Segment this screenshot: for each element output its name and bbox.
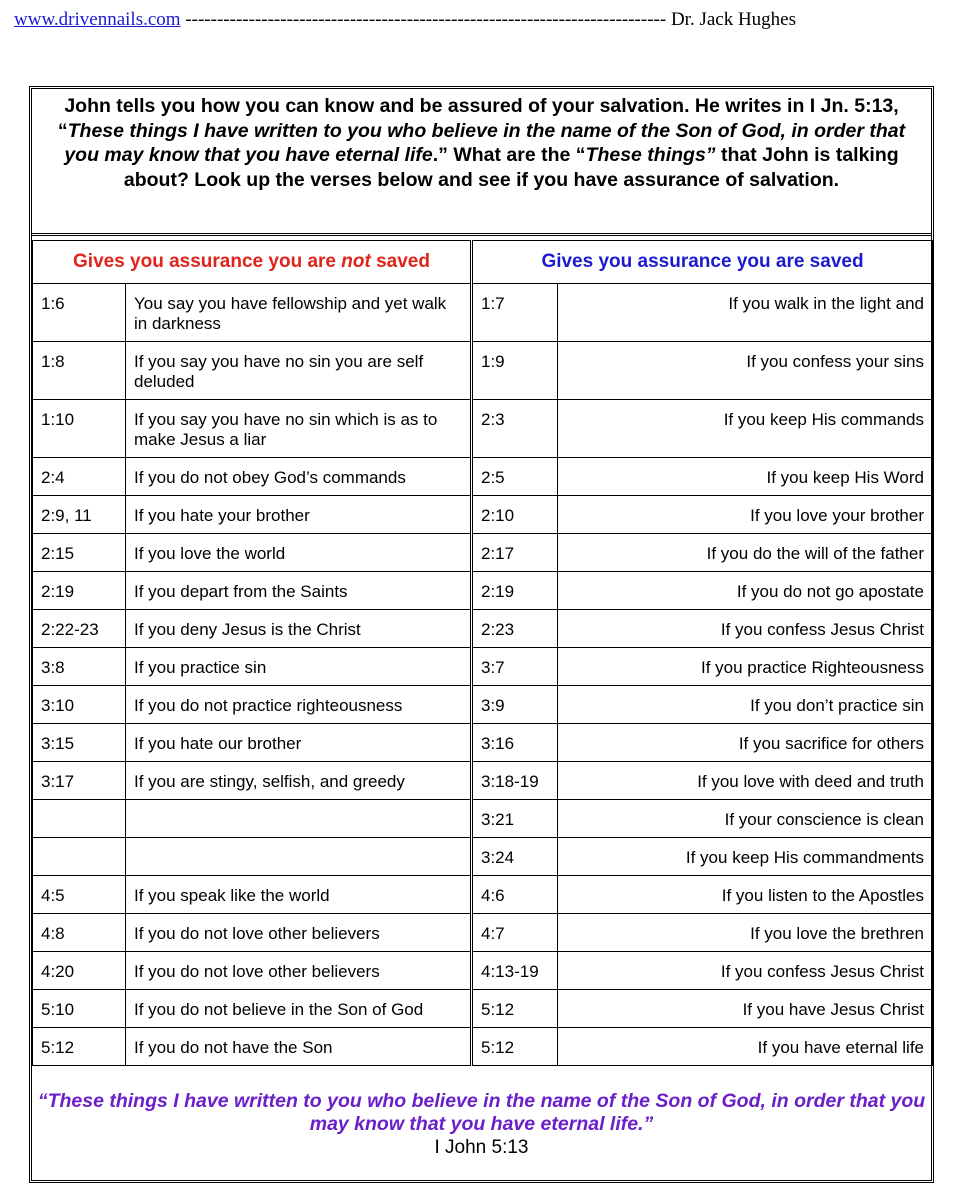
saved-verse-ref: 3:16: [472, 724, 558, 762]
not-saved-verse-ref: 4:5: [33, 876, 126, 914]
saved-verse-ref: 5:12: [472, 1028, 558, 1066]
saved-verse-ref: 3:7: [472, 648, 558, 686]
saved-statement: If you love your brother: [558, 496, 933, 534]
table-row: [33, 838, 933, 876]
table-row: [33, 342, 933, 400]
saved-verse-ref: 4:6: [472, 876, 558, 914]
intro-paragraph: [32, 89, 931, 236]
table-row: [33, 800, 933, 838]
saved-statement: If you keep His commandments: [558, 838, 933, 876]
intro-text: that John is talking about? Look up the verses below and see if you have assurance of salvation.: [123, 144, 899, 191]
table-row: [33, 458, 933, 496]
saved-verse-ref: 1:9: [472, 342, 558, 400]
saved-statement: If you confess Jesus Christ: [558, 610, 933, 648]
table-row: [33, 762, 933, 800]
not-saved-statement: If you hate your brother: [126, 496, 472, 534]
not-saved-statement: You say you have fellowship and yet walk in darkness: [126, 284, 472, 342]
saved-statement: If you walk in the light and: [558, 284, 933, 342]
not-saved-verse-ref: 1:10: [33, 400, 126, 458]
not-saved-statement: If you hate our brother: [126, 724, 472, 762]
saved-verse-ref: 3:21: [472, 800, 558, 838]
saved-verse-ref: 1:7: [472, 284, 558, 342]
not-saved-statement: If you do not practice righteousness: [126, 686, 472, 724]
saved-statement: If you keep His commands: [558, 400, 933, 458]
not-saved-statement: If you love the world: [126, 534, 472, 572]
not-saved-verse-ref: 2:22-23: [33, 610, 126, 648]
table-row: [33, 496, 933, 534]
saved-statement: If you do the will of the father: [558, 534, 933, 572]
saved-verse-ref: 3:18-19: [472, 762, 558, 800]
saved-statement: If your conscience is clean: [558, 800, 933, 838]
saved-verse-ref: 2:3: [472, 400, 558, 458]
not-saved-statement: If you depart from the Saints: [126, 572, 472, 610]
table-row: [33, 914, 933, 952]
saved-verse-ref: 4:13-19: [472, 952, 558, 990]
not-saved-statement: If you practice sin: [126, 648, 472, 686]
saved-verse-ref: 3:9: [472, 686, 558, 724]
closing-quote: “These things I have written to you who believe in the name of the Son of God, in order that you may know that you have eternal life.”: [37, 1090, 926, 1135]
not-saved-statement: If you do not love other believers: [126, 914, 472, 952]
not-saved-verse-ref: 3:8: [33, 648, 126, 686]
saved-statement: If you love the brethren: [558, 914, 933, 952]
not-saved-statement: [126, 838, 472, 876]
table-row: [33, 534, 933, 572]
not-saved-verse-ref: 5:10: [33, 990, 126, 1028]
table-row: [33, 400, 933, 458]
saved-verse-ref: 2:19: [472, 572, 558, 610]
not-saved-verse-ref: 3:15: [33, 724, 126, 762]
intro-these-things: These things”: [585, 144, 716, 166]
table-row: [33, 952, 933, 990]
header-dashes: ----------------------------------------------------------------------------: [180, 9, 671, 30]
not-saved-statement: If you are stingy, selfish, and greedy: [126, 762, 472, 800]
not-saved-statement: If you say you have no sin which is as to make Jesus a liar: [126, 400, 472, 458]
table-row: [33, 648, 933, 686]
saved-statement: If you listen to the Apostles: [558, 876, 933, 914]
table-row: [33, 284, 933, 342]
author-name: Dr. Jack Hughes: [670, 9, 797, 30]
saved-statement: If you practice Righteousness: [558, 648, 933, 686]
table-row: [33, 572, 933, 610]
saved-verse-ref: 2:10: [472, 496, 558, 534]
not-saved-statement: [126, 800, 472, 838]
saved-statement: If you keep His Word: [558, 458, 933, 496]
closing-reference: I John 5:13: [434, 1137, 529, 1158]
not-saved-verse-ref: 2:15: [33, 534, 126, 572]
not-saved-column-header: Gives you assurance you are not saved: [33, 241, 472, 284]
saved-verse-ref: 2:5: [472, 458, 558, 496]
saved-statement: If you do not go apostate: [558, 572, 933, 610]
column-header-row: [33, 241, 933, 284]
not-saved-statement: If you speak like the world: [126, 876, 472, 914]
saved-statement: If you don’t practice sin: [558, 686, 933, 724]
not-saved-verse-ref: 3:17: [33, 762, 126, 800]
not-saved-verse-ref: [33, 800, 126, 838]
table-row: [33, 686, 933, 724]
saved-verse-ref: 4:7: [472, 914, 558, 952]
saved-statement: If you love with deed and truth: [558, 762, 933, 800]
table-row: [33, 990, 933, 1028]
intro-text: .” What are the “: [432, 144, 586, 166]
saved-statement: If you confess Jesus Christ: [558, 952, 933, 990]
not-saved-statement: If you do not have the Son: [126, 1028, 472, 1066]
not-saved-verse-ref: 1:6: [33, 284, 126, 342]
saved-statement: If you have eternal life: [558, 1028, 933, 1066]
saved-column-header: Gives you assurance you are saved: [472, 241, 933, 284]
page-header: [14, 9, 954, 35]
table-row: [33, 1028, 933, 1066]
website-link[interactable]: www.drivennails.com: [14, 9, 181, 30]
intro-quote: These things I have written to you who believe in the name of the Son of God, in order that you may know that you have eternal life: [64, 119, 906, 166]
saved-statement: If you confess your sins: [558, 342, 933, 400]
not-saved-statement: If you do not love other believers: [126, 952, 472, 990]
not-saved-statement: If you do not believe in the Son of God: [126, 990, 472, 1028]
table-row: [33, 876, 933, 914]
verses-table: [32, 240, 933, 1066]
not-saved-verse-ref: 4:8: [33, 914, 126, 952]
not-saved-verse-ref: 4:20: [33, 952, 126, 990]
saved-verse-ref: 2:23: [472, 610, 558, 648]
intro-text: John tells you how you can know and be assured of your salvation. He writes in I Jn. 5:13, “: [57, 95, 899, 142]
not-saved-statement: If you deny Jesus is the Christ: [126, 610, 472, 648]
not-saved-statement: If you say you have no sin you are self deluded: [126, 342, 472, 400]
not-saved-statement: If you do not obey God’s commands: [126, 458, 472, 496]
saved-statement: If you have Jesus Christ: [558, 990, 933, 1028]
table-row: [33, 724, 933, 762]
not-saved-verse-ref: 2:4: [33, 458, 126, 496]
saved-statement: If you sacrifice for others: [558, 724, 933, 762]
saved-verse-ref: 2:17: [472, 534, 558, 572]
not-saved-verse-ref: 2:19: [33, 572, 126, 610]
not-saved-verse-ref: 5:12: [33, 1028, 126, 1066]
closing-verse: [32, 1078, 931, 1178]
table-row: [33, 610, 933, 648]
not-saved-verse-ref: 2:9, 11: [33, 496, 126, 534]
not-saved-verse-ref: 1:8: [33, 342, 126, 400]
not-saved-verse-ref: 3:10: [33, 686, 126, 724]
saved-verse-ref: 3:24: [472, 838, 558, 876]
not-saved-verse-ref: [33, 838, 126, 876]
saved-verse-ref: 5:12: [472, 990, 558, 1028]
